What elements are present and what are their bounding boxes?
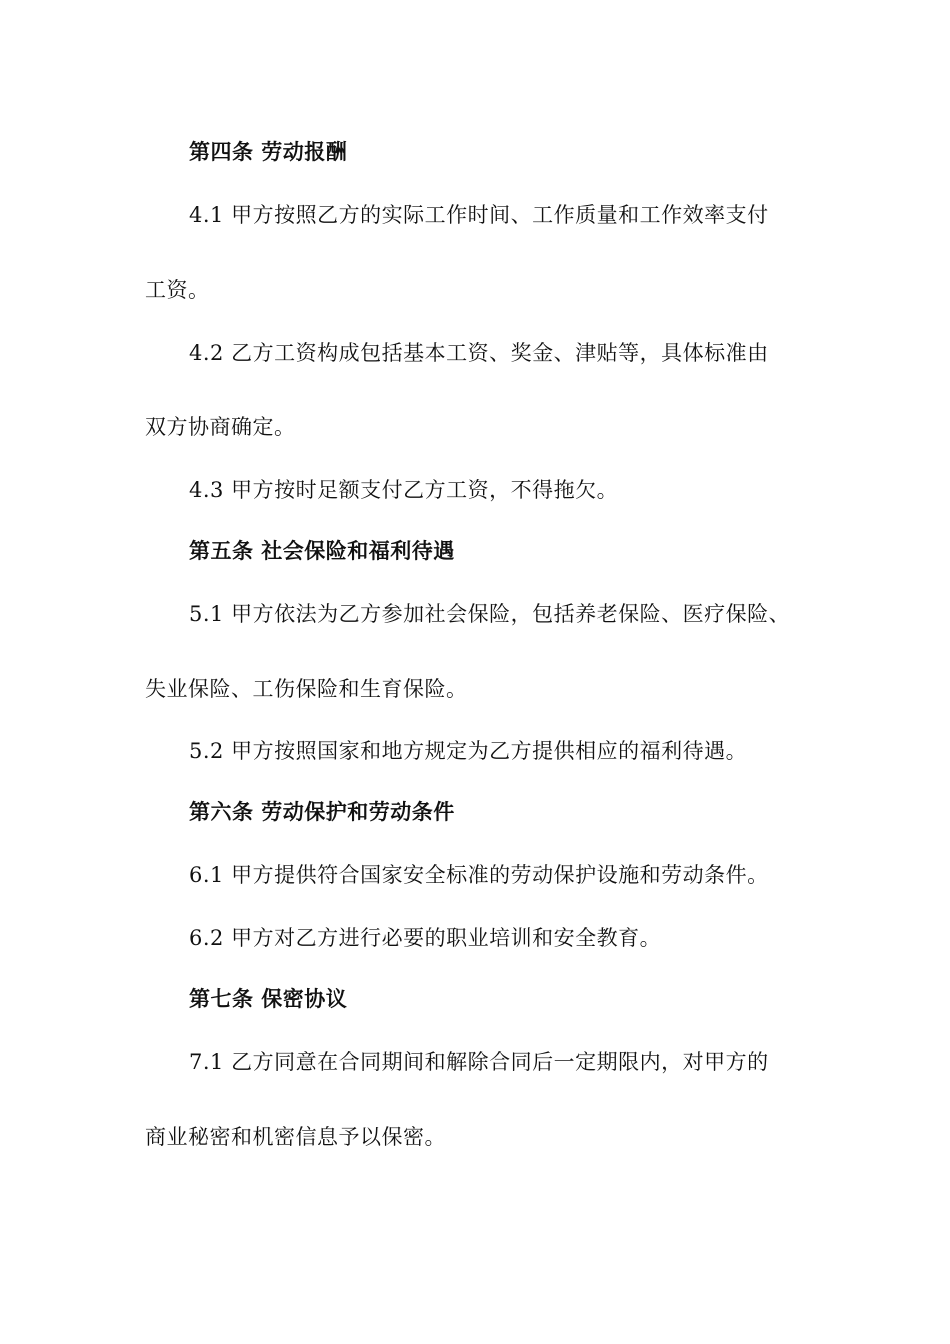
clause-4-3: 4.3 甲方按时足额支付乙方工资，不得拖欠。 [189,478,619,502]
clause-5-1: 5.1 甲方依法为乙方参加社会保险，包括养老保险、医疗保险、 [189,602,791,626]
clause-7-1: 7.1 乙方同意在合同期间和解除合同后一定期限内，对甲方的 [189,1050,769,1074]
clause-6-1: 6.1 甲方提供符合国家安全标准的劳动保护设施和劳动条件。 [189,863,769,887]
article-7-heading: 第七条 保密协议 [189,987,348,1011]
clause-7-1-continued: 商业秘密和机密信息予以保密。 [145,1125,446,1149]
clause-6-2: 6.2 甲方对乙方进行必要的职业培训和安全教育。 [189,926,662,950]
clause-5-2: 5.2 甲方按照国家和地方规定为乙方提供相应的福利待遇。 [189,739,748,763]
article-6-heading: 第六条 劳动保护和劳动条件 [189,800,455,824]
clause-5-1-continued: 失业保险、工伤保险和生育保险。 [145,677,468,701]
clause-4-1-continued: 工资。 [145,278,210,302]
clause-4-2: 4.2 乙方工资构成包括基本工资、奖金、津贴等，具体标准由 [189,341,769,365]
clause-4-2-continued: 双方协商确定。 [145,415,296,439]
article-5-heading: 第五条 社会保险和福利待遇 [189,539,455,563]
clause-4-1: 4.1 甲方按照乙方的实际工作时间、工作质量和工作效率支付 [189,203,769,227]
article-4-heading: 第四条 劳动报酬 [189,140,348,164]
